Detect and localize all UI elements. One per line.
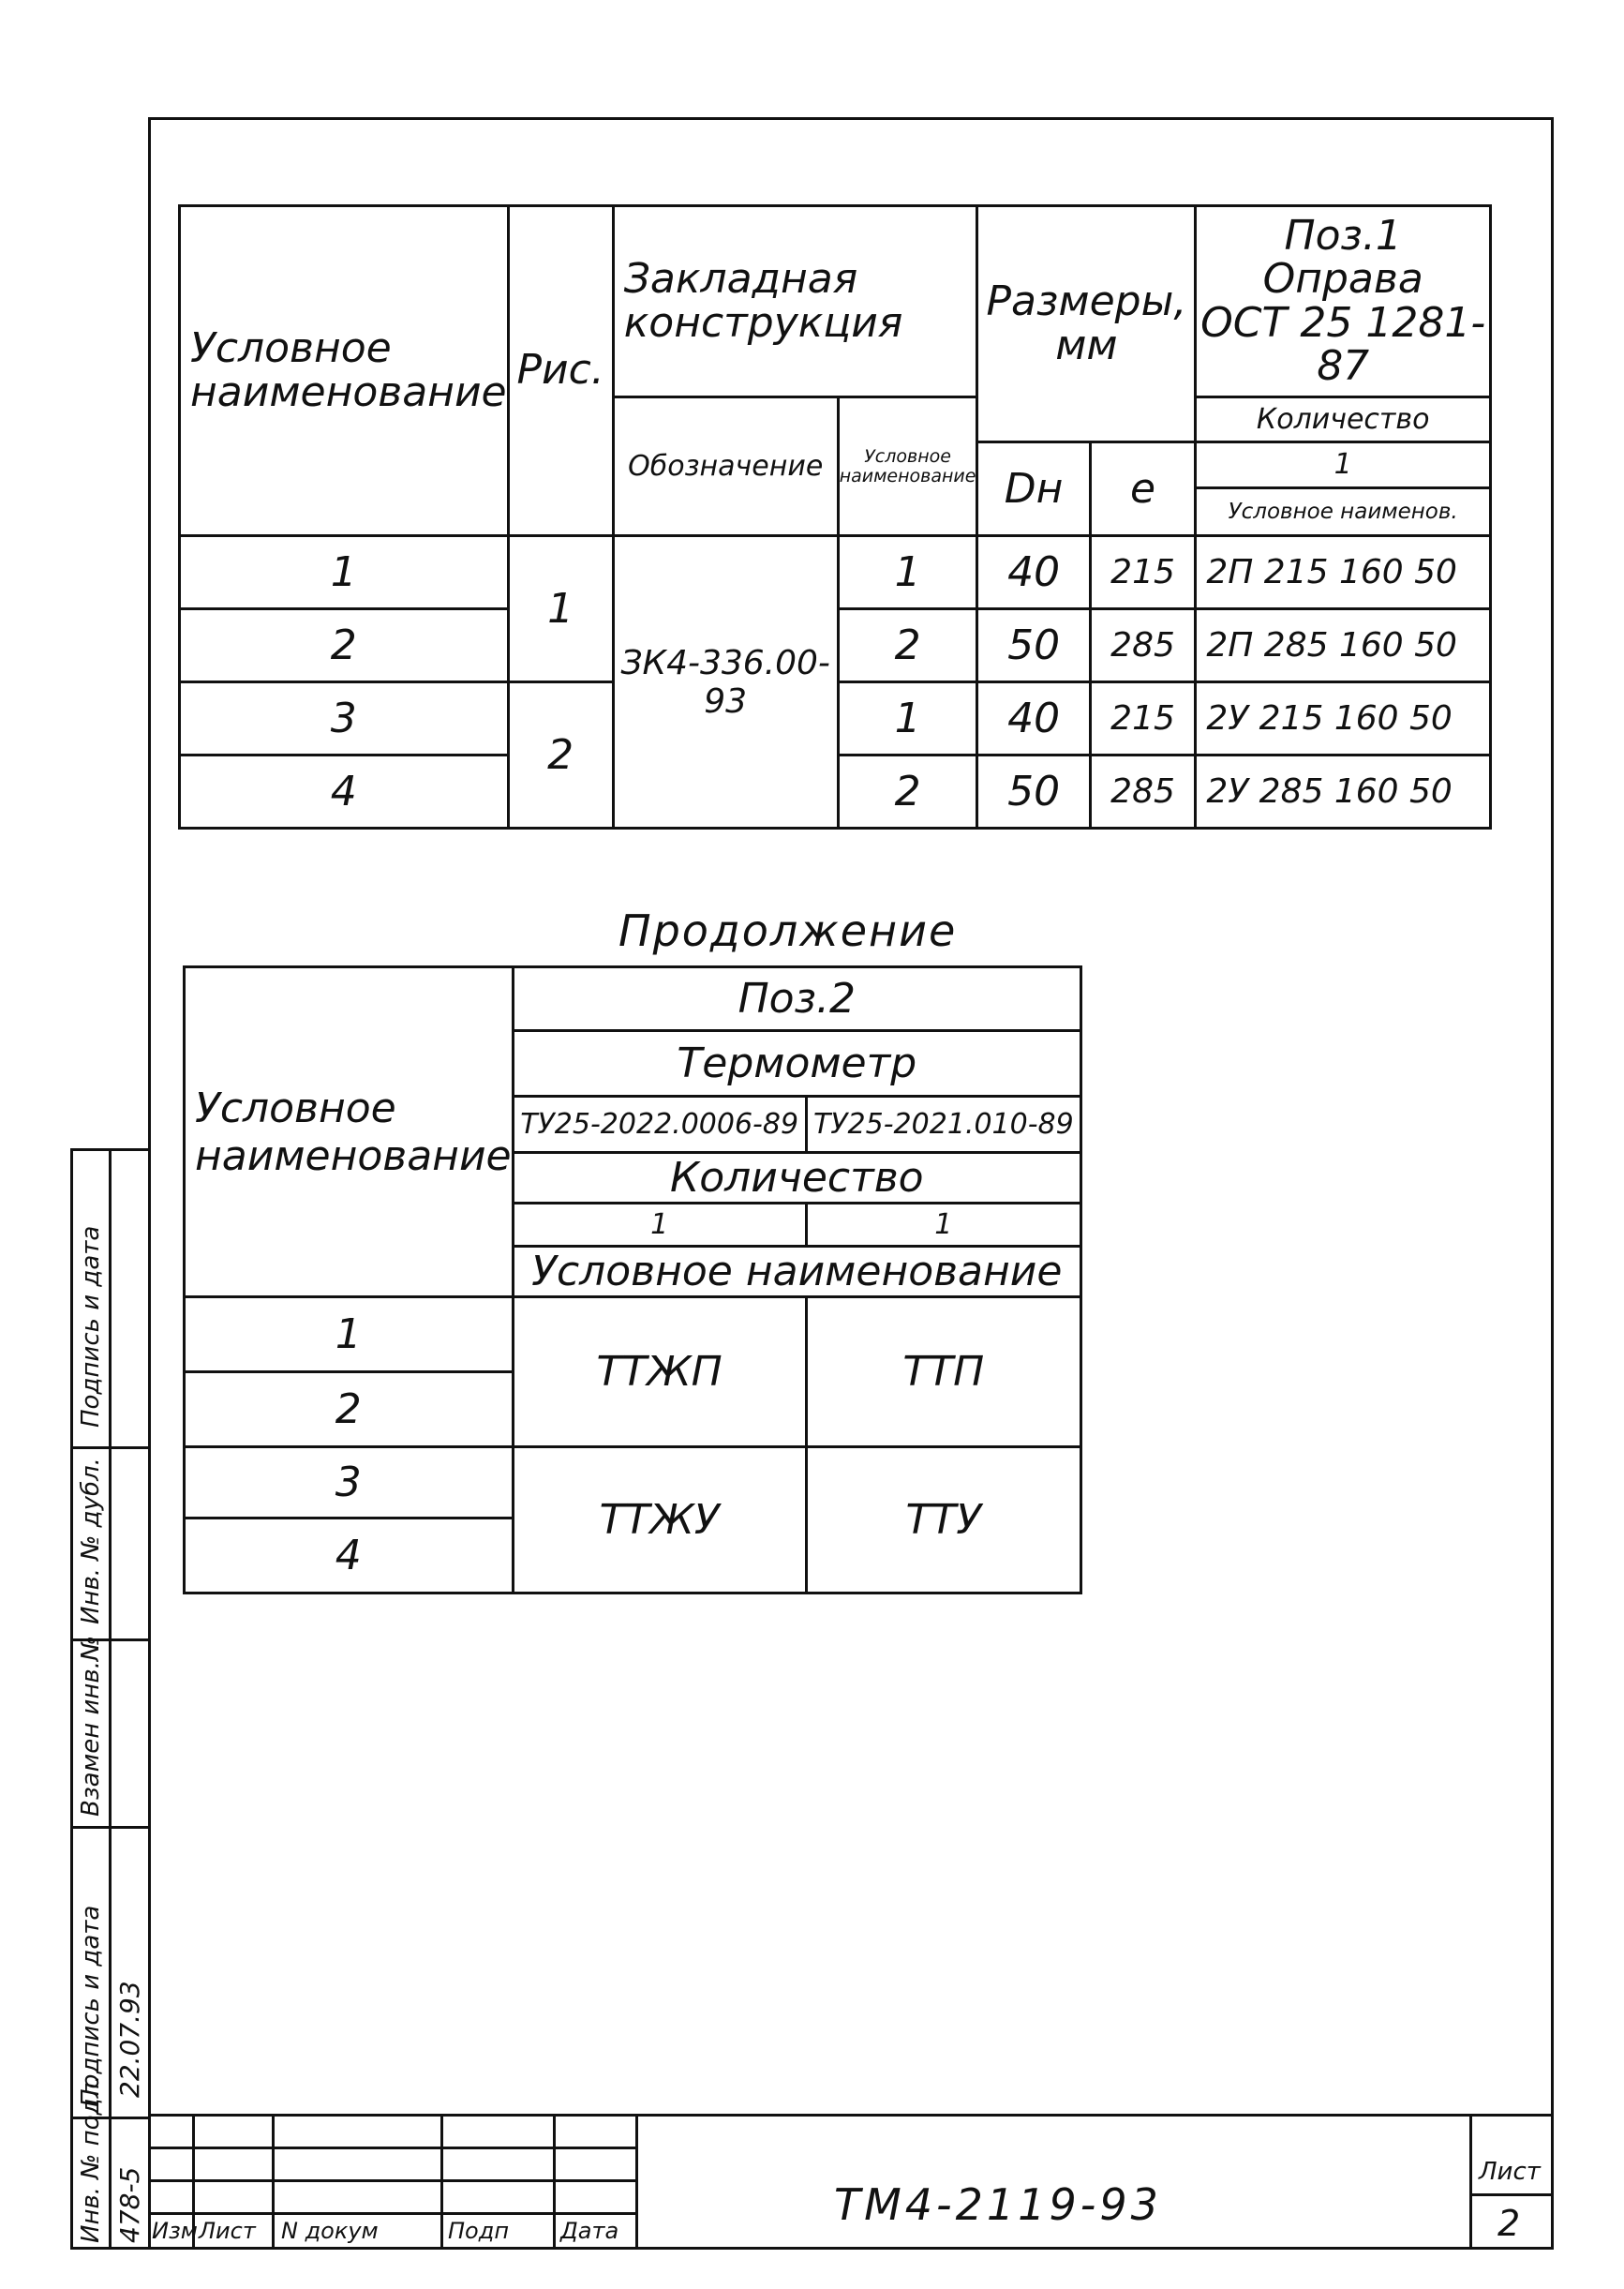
row-3-code: 2У 215 160 50 — [1196, 682, 1491, 756]
position-name: Оправа — [1262, 255, 1423, 304]
t2-row-1: 1 — [185, 1297, 514, 1372]
row-2-dn: 50 — [977, 609, 1090, 682]
row-2-code: 2П 285 160 50 — [1196, 609, 1491, 682]
side-dup-inv: Инв. № дубл. — [77, 1458, 105, 1624]
row-1-dn: 40 — [977, 536, 1090, 609]
header-figure: Рис. — [508, 206, 613, 536]
t2-cond-header: Условное наименование — [513, 1247, 1080, 1297]
row-4-cond: 2 — [838, 756, 977, 829]
header-quantity: Количество — [1196, 397, 1491, 442]
tb-sign: Подп — [448, 2218, 510, 2244]
row-1-e: 215 — [1090, 536, 1196, 609]
header-designation: Обозначение — [613, 397, 838, 536]
header-cond-short: Условное наименование — [838, 397, 977, 536]
t2-qty-1: 1 — [513, 1204, 806, 1247]
row-2-e: 285 — [1090, 609, 1196, 682]
side-replace-inv: Взамен инв.№ — [77, 1636, 105, 1817]
fig-2: 2 — [508, 682, 613, 829]
t2-quantity: Количество — [513, 1153, 1080, 1204]
t2-position: Поз.2 — [513, 967, 1080, 1031]
t2-group-1-a: ТТЖП — [513, 1297, 806, 1447]
t2-qty-2: 1 — [806, 1204, 1080, 1247]
fig-1: 1 — [508, 536, 613, 682]
header-dn: Dн — [977, 442, 1090, 536]
specification-table-1 — [178, 204, 1492, 830]
t2-device: Термометр — [513, 1031, 1080, 1097]
side-sign-date: Подпись и дата — [77, 1225, 105, 1428]
t2-row-2: 2 — [185, 1372, 514, 1447]
t2-std-2: ТУ25-2021.010-89 — [806, 1097, 1080, 1153]
header-cond-name-2: Условное наименов. — [1228, 500, 1458, 524]
tb-izm: Изм — [152, 2218, 198, 2244]
t2-group-2-a: ТТЖУ — [513, 1447, 806, 1593]
t2-cond-name: Условное наименование — [185, 967, 514, 1297]
t2-row-3: 3 — [185, 1447, 514, 1519]
tb-doc: N докум — [281, 2218, 379, 2244]
designation-value: ЗК4-336.00-93 — [613, 536, 838, 829]
row-2-name: 2 — [180, 609, 509, 682]
header-cond-name: Условное наименование — [180, 206, 509, 536]
header-dimensions: Размеры, мм — [977, 206, 1196, 442]
side-orig-inv-value: 478-5 — [114, 2166, 145, 2243]
header-embedded-structure: Закладная конструкция — [613, 206, 977, 397]
header-position-1 — [1196, 206, 1491, 397]
row-4-name: 4 — [180, 756, 509, 829]
side-stamp — [70, 1148, 148, 2250]
row-1-name: 1 — [180, 536, 509, 609]
row-1-cond: 1 — [838, 536, 977, 609]
sheet-number: 2 — [1497, 2203, 1521, 2244]
t2-group-1-b: ТТП — [806, 1297, 1080, 1447]
t2-group-2-b: ТТУ — [806, 1447, 1080, 1593]
row-3-cond: 1 — [838, 682, 977, 756]
row-4-dn: 50 — [977, 756, 1090, 829]
row-2-cond: 2 — [838, 609, 977, 682]
specification-table-2 — [183, 965, 1082, 1594]
position-title: Поз.1 — [1284, 212, 1402, 261]
row-3-dn: 40 — [977, 682, 1090, 756]
row-3-e: 215 — [1090, 682, 1196, 756]
row-1-code: 2П 215 160 50 — [1196, 536, 1491, 609]
row-3-name: 3 — [180, 682, 509, 756]
sheet-label: Лист — [1479, 2158, 1541, 2186]
document-code: ТМ4-2119-93 — [834, 2179, 1162, 2230]
header-e: e — [1090, 442, 1196, 536]
side-orig-inv: Инв. № подл. — [77, 2074, 105, 2243]
tb-list: Лист — [199, 2218, 256, 2244]
side-sign-date-2: Подпись и дата — [77, 1905, 105, 2107]
continuation-label: Продолжение — [618, 905, 958, 956]
tb-date: Дата — [560, 2218, 619, 2244]
side-date-value: 22.07.93 — [114, 1981, 145, 2098]
header-qty-block — [1196, 442, 1491, 536]
t2-row-4: 4 — [185, 1519, 514, 1593]
t2-std-1: ТУ25-2022.0006-89 — [513, 1097, 806, 1153]
row-4-e: 285 — [1090, 756, 1196, 829]
quantity-value: 1 — [1197, 443, 1489, 489]
row-4-code: 2У 285 160 50 — [1196, 756, 1491, 829]
position-standard: ОСТ 25 1281-87 — [1200, 298, 1486, 390]
